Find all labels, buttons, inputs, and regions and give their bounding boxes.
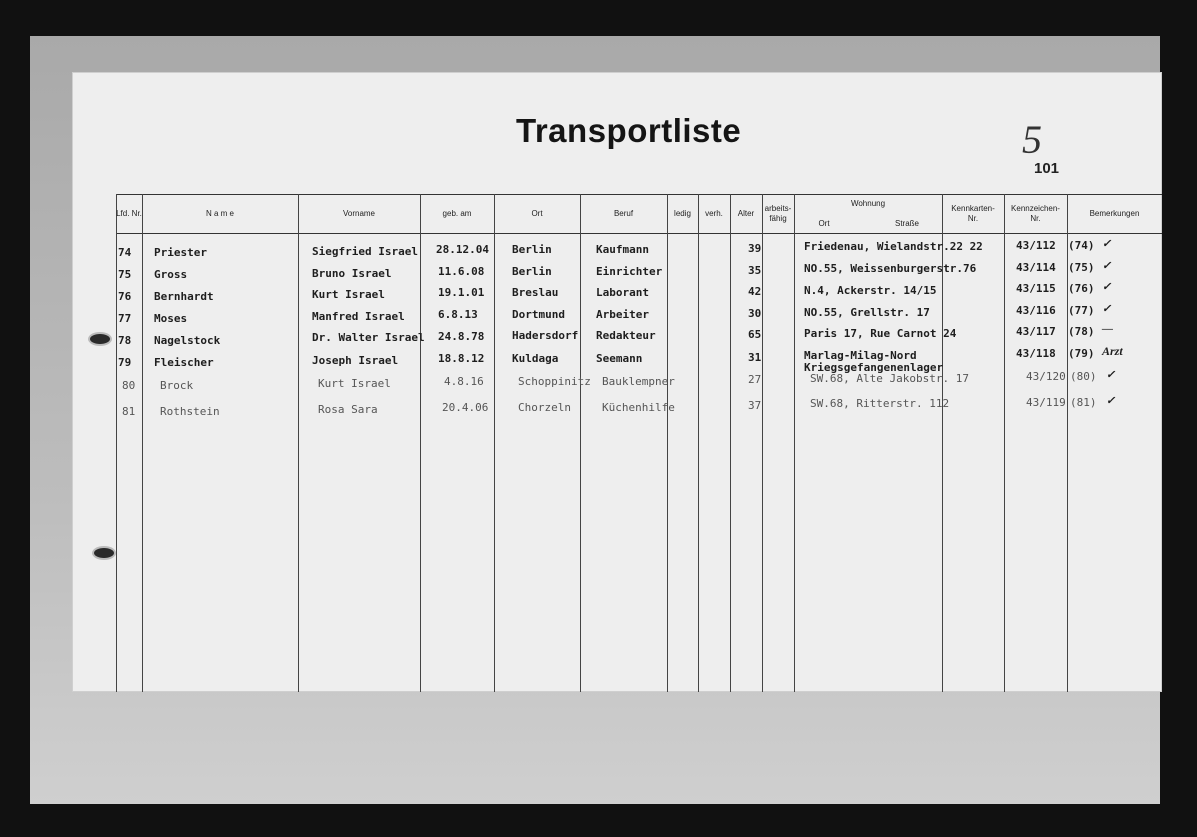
row-geb: 18.8.12 [438,352,485,365]
row-beruf: Redakteur [596,329,656,342]
row-kennzeichen: 43/112 [1016,239,1056,252]
row-beruf: Arbeiter [596,308,649,321]
row-wohnung: N.4, Ackerstr. 14/15 [804,284,937,297]
row-nr: 79 [118,356,132,369]
document-title: Transportliste [516,112,742,149]
row-nr: 80 [122,379,136,392]
row-vorname: Kurt Israel [312,288,385,301]
row-alter: 35 [748,264,762,277]
row-nr: 75 [118,268,132,281]
row-bemerkung: (74) [1068,239,1095,252]
row-bemerkung: (78) [1068,325,1095,338]
sheet-number: 101 [1034,160,1060,177]
column-rule [730,194,731,692]
header-alter: Alter [737,209,755,218]
document-sheet [72,72,1162,692]
column-rule [1004,194,1005,692]
row-alter: 65 [748,328,762,341]
row-ort: Kuldaga [512,352,559,365]
header-arbeitsfaehig: arbeits- fähig [764,204,792,223]
row-vorname: Dr. Walter Israel [312,331,425,344]
column-rule [667,194,668,692]
row-ort: Schoppinitz [518,375,591,388]
row-name: Moses [154,312,188,325]
header-wohnung: Wohnung [850,199,886,208]
column-rule [298,194,299,692]
row-kennzeichen: 43/117 [1016,325,1056,338]
header-ort: Ort [531,209,543,218]
row-beruf: Einrichter [596,265,663,278]
row-alter: 39 [748,242,762,255]
column-rule [420,194,421,692]
row-name: Rothstein [160,405,220,418]
header-wohnung-strasse: Straße [894,219,919,228]
header-geb-am: geb. am [442,209,472,218]
row-beruf: Bauklempner [602,375,675,388]
row-bemerkung: (79) [1068,347,1095,360]
row-alter: 37 [748,399,762,412]
row-geb: 24.8.78 [438,330,485,343]
page-number: 5 [1022,117,1042,162]
row-ort: Dortmund [512,308,565,321]
row-kennzeichen: 43/118 [1016,347,1056,360]
header-lfd-nr: Lfd. Nr. [116,209,142,218]
row-nr: 74 [118,246,132,259]
row-nr: 78 [118,334,132,347]
header-beruf: Beruf [613,209,634,218]
column-rule [116,194,117,692]
column-rule [494,194,495,692]
row-alter: 42 [748,285,762,298]
row-vorname: Kurt Israel [318,377,391,390]
header-verh: verh. [705,209,723,218]
row-bemerkung: (80) [1070,370,1097,383]
row-name: Bernhardt [154,290,214,303]
row-check: — [1102,323,1113,335]
row-ort: Berlin [512,265,552,278]
row-check: ✓ [1106,395,1116,407]
row-bemerkung: (75) [1068,261,1095,274]
row-ort: Breslau [512,286,559,299]
row-check: ✓ [1106,369,1116,381]
column-rule [142,194,143,692]
row-geb: 28.12.04 [436,243,489,256]
row-vorname: Siegfried Israel [312,245,418,258]
punch-hole [90,334,110,344]
header-bemerkungen: Bemerkungen [1089,209,1140,218]
row-beruf: Seemann [596,352,643,365]
column-rule [698,194,699,692]
header-vorname: Vorname [342,209,376,218]
row-bemerkung: (81) [1070,396,1097,409]
header-kennkarten-nr: Kennkarten- Nr. [951,204,995,223]
row-geb: 6.8.13 [438,308,478,321]
row-beruf: Küchenhilfe [602,401,675,414]
header-name: N a m e [205,209,234,218]
column-rule [580,194,581,692]
row-name: Nagelstock [154,334,221,347]
row-geb: 11.6.08 [438,265,485,278]
punch-hole [94,548,114,558]
row-wohnung: Marlag-Milag-Nord [804,349,917,362]
row-name: Priester [154,246,207,259]
row-wohnung-line2: Kriegsgefangenenlager [804,361,944,374]
row-bemerkung: (76) [1068,282,1095,295]
row-check: ✓ [1102,238,1112,250]
row-alter: 31 [748,351,762,364]
row-name: Fleischer [154,356,214,369]
row-wohnung: NO.55, Weissenburgerstr.76 [804,262,977,275]
row-check: ✓ [1102,281,1112,293]
row-kennzeichen: 43/114 [1016,261,1056,274]
row-wohnung: SW.68, Ritterstr. 112 [810,397,950,410]
row-vorname: Manfred Israel [312,310,405,323]
row-geb: 4.8.16 [444,375,484,388]
row-nr: 76 [118,290,132,303]
row-kennzeichen: 43/115 [1016,282,1056,295]
header-wohnung-ort: Ort [818,219,830,228]
header-kennzeichen-nr: Kennzeichen- Nr. [1011,204,1060,223]
row-wohnung: Paris 17, Rue Carnot 24 [804,327,957,340]
header-ledig: ledig [674,209,691,218]
row-ort: Berlin [512,243,552,256]
row-alter: 27 [748,373,762,386]
row-alter: 30 [748,307,762,320]
row-check: Arzt [1102,344,1123,358]
row-bemerkung: (77) [1068,304,1095,317]
row-check: ✓ [1102,260,1112,272]
row-beruf: Kaufmann [596,243,649,256]
row-wohnung: NO.55, Grellstr. 17 [804,306,930,319]
row-nr: 81 [122,405,136,418]
row-name: Brock [160,379,194,392]
row-kennzeichen: 43/116 [1016,304,1056,317]
row-kennzeichen: 43/120 [1026,370,1066,383]
column-rule [762,194,763,692]
row-beruf: Laborant [596,286,649,299]
row-geb: 19.1.01 [438,286,485,299]
row-wohnung: Friedenau, Wielandstr.22 22 [804,240,983,253]
row-nr: 77 [118,312,132,325]
row-vorname: Joseph Israel [312,354,399,367]
row-ort: Chorzeln [518,401,571,414]
row-geb: 20.4.06 [442,401,489,414]
row-check: ✓ [1102,303,1112,315]
column-rule [794,194,795,692]
row-vorname: Bruno Israel [312,267,392,280]
row-vorname: Rosa Sara [318,403,378,416]
row-kennzeichen: 43/119 [1026,396,1066,409]
row-name: Gross [154,268,188,281]
row-wohnung: SW.68, Alte Jakobstr. 17 [810,372,969,385]
row-ort: Hadersdorf [512,329,579,342]
